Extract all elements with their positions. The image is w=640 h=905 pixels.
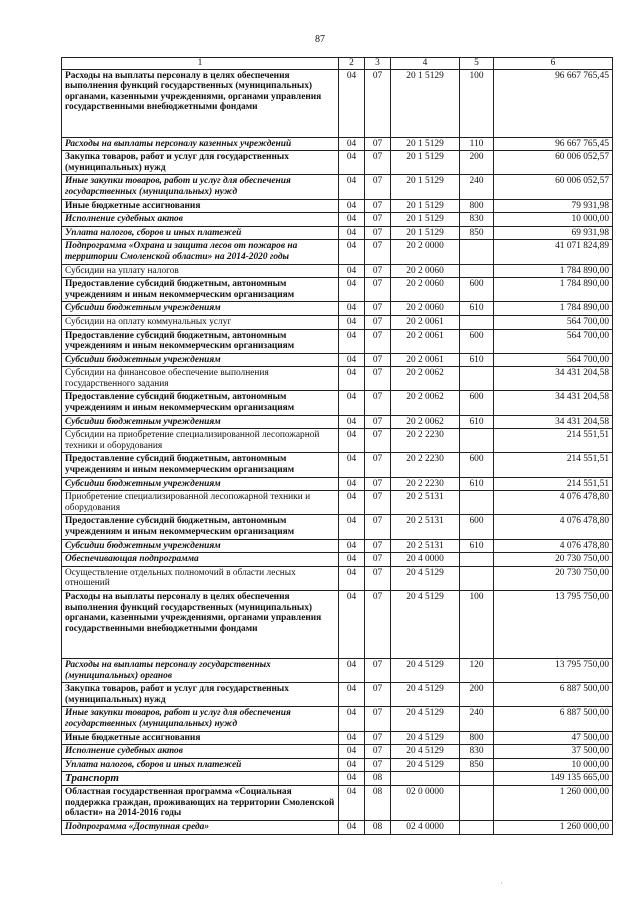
table-row (62, 707, 613, 731)
row-subsection-code: 07 (365, 590, 391, 658)
row-name: Расходы на выплаты персоналу государственных (муниципальных) органов (62, 658, 339, 682)
row-section-code: 04 (339, 302, 365, 316)
header-col-2: 2 (339, 58, 365, 70)
table-row (62, 137, 613, 151)
row-section-code: 04 (339, 515, 365, 539)
row-target-code: 20 2 0000 (391, 240, 460, 264)
row-target-code: 20 4 5129 (391, 731, 460, 745)
row-name: Расходы на выплаты персоналу в целях обеспечения выполнения функций государственных (муниципальных) органами, казенными учреждениями, органами управления государственными внебюджетными фондами (62, 69, 339, 137)
row-section-code: 04 (339, 772, 365, 786)
row-subsection-code: 07 (365, 658, 391, 682)
row-subsection-code: 07 (365, 539, 391, 553)
row-expense-type: 610 (460, 539, 494, 553)
row-name: Исполнение судебных актов (62, 213, 339, 227)
row-subsection-code: 07 (365, 391, 391, 415)
row-subsection-code: 07 (365, 151, 391, 175)
row-target-code: 20 2 0062 (391, 415, 460, 429)
row-section-code: 04 (339, 658, 365, 682)
table-row (62, 151, 613, 175)
row-section-code: 04 (339, 731, 365, 745)
table-row (62, 353, 613, 367)
row-expense-type (460, 553, 494, 567)
row-amount: 214 551,51 (494, 429, 613, 453)
table-row (62, 240, 613, 264)
row-expense-type: 610 (460, 477, 494, 491)
row-amount: 37 500,00 (494, 745, 613, 759)
row-expense-type: 600 (460, 391, 494, 415)
row-amount: 1 260 000,00 (494, 785, 613, 820)
row-amount: 13 795 750,00 (494, 658, 613, 682)
row-subsection-code: 07 (365, 367, 391, 391)
row-name: Подпрограмма «Доступная среда» (62, 820, 339, 834)
row-expense-type (460, 566, 494, 590)
row-target-code: 20 1 5129 (391, 213, 460, 227)
row-amount: 20 730 750,00 (494, 553, 613, 567)
row-target-code: 20 2 0062 (391, 367, 460, 391)
row-amount: 60 006 052,57 (494, 151, 613, 175)
row-expense-type: 610 (460, 415, 494, 429)
row-target-code: 20 2 0060 (391, 264, 460, 278)
row-expense-type: 610 (460, 302, 494, 316)
row-target-code: 20 1 5129 (391, 199, 460, 213)
row-section-code: 04 (339, 745, 365, 759)
row-section-code: 04 (339, 539, 365, 553)
table-row (62, 302, 613, 316)
row-expense-type (460, 315, 494, 329)
row-section-code: 04 (339, 353, 365, 367)
row-expense-type: 610 (460, 353, 494, 367)
row-expense-type (460, 785, 494, 820)
row-name: Подпрограмма «Охрана и защита лесов от пожаров на территории Смоленской области» на 2014-2020 годы (62, 240, 339, 264)
row-amount: 6 887 500,00 (494, 683, 613, 707)
row-name: Иные закупки товаров, работ и услуг для обеспечения государственных (муниципальных) нужд (62, 175, 339, 199)
row-subsection-code: 07 (365, 707, 391, 731)
row-section-code: 04 (339, 278, 365, 302)
row-target-code: 20 2 2230 (391, 429, 460, 453)
row-amount: 41 071 824,89 (494, 240, 613, 264)
table-row (62, 785, 613, 820)
row-section-code: 04 (339, 367, 365, 391)
row-amount: 34 431 204,58 (494, 391, 613, 415)
row-amount: 564 700,00 (494, 329, 613, 353)
row-name: Иные бюджетные ассигнования (62, 199, 339, 213)
table-row (62, 758, 613, 772)
row-subsection-code: 07 (365, 553, 391, 567)
row-section-code: 04 (339, 785, 365, 820)
row-amount: 1 784 890,00 (494, 264, 613, 278)
row-section-code: 04 (339, 226, 365, 240)
row-target-code: 20 1 5129 (391, 69, 460, 137)
row-expense-type: 120 (460, 658, 494, 682)
row-amount: 69 931,98 (494, 226, 613, 240)
header-col-4: 4 (391, 58, 460, 70)
row-expense-type: 100 (460, 590, 494, 658)
row-amount: 60 006 052,57 (494, 175, 613, 199)
row-subsection-code: 08 (365, 820, 391, 834)
row-section-code: 04 (339, 683, 365, 707)
row-section-code: 04 (339, 175, 365, 199)
row-target-code: 02 4 0000 (391, 820, 460, 834)
row-name: Расходы на выплаты персоналу в целях обеспечения выполнения функций государственных (муниципальных) органами, казенными учреждениями, органами управления государственными внебюджетными фондами (62, 590, 339, 658)
row-expense-type: 850 (460, 226, 494, 240)
row-subsection-code: 07 (365, 491, 391, 515)
row-target-code: 20 1 5129 (391, 175, 460, 199)
table-row (62, 553, 613, 567)
row-target-code: 20 4 5129 (391, 707, 460, 731)
row-expense-type (460, 429, 494, 453)
row-expense-type: 600 (460, 278, 494, 302)
row-section-code: 04 (339, 453, 365, 477)
table-row (62, 329, 613, 353)
row-section-code: 04 (339, 137, 365, 151)
row-subsection-code: 07 (365, 278, 391, 302)
row-subsection-code: 07 (365, 213, 391, 227)
row-target-code: 20 2 0060 (391, 278, 460, 302)
row-expense-type: 100 (460, 69, 494, 137)
row-target-code: 20 2 5131 (391, 515, 460, 539)
row-name: Субсидии на оплату коммунальных услуг (62, 315, 339, 329)
row-target-code: 20 2 5131 (391, 491, 460, 515)
row-amount: 79 931,98 (494, 199, 613, 213)
budget-table (61, 57, 613, 835)
row-subsection-code: 07 (365, 137, 391, 151)
row-amount: 96 667 765,45 (494, 69, 613, 137)
table-row (62, 566, 613, 590)
row-section-code: 04 (339, 590, 365, 658)
row-subsection-code: 07 (365, 240, 391, 264)
row-target-code: 20 4 0000 (391, 553, 460, 567)
row-section-code: 04 (339, 69, 365, 137)
row-name: Субсидии бюджетным учреждениям (62, 415, 339, 429)
header-col-3: 3 (365, 58, 391, 70)
row-amount: 96 667 765,45 (494, 137, 613, 151)
row-section-code: 04 (339, 264, 365, 278)
row-target-code: 20 2 5131 (391, 539, 460, 553)
row-subsection-code: 07 (365, 415, 391, 429)
row-subsection-code: 07 (365, 731, 391, 745)
row-section-code: 04 (339, 240, 365, 264)
row-expense-type: 830 (460, 745, 494, 759)
row-target-code: 20 4 5129 (391, 590, 460, 658)
row-target-code: 20 2 0061 (391, 329, 460, 353)
table-row (62, 683, 613, 707)
row-section-code: 04 (339, 151, 365, 175)
row-target-code: 20 2 0062 (391, 391, 460, 415)
row-name: Исполнение судебных актов (62, 745, 339, 759)
table-row (62, 590, 613, 658)
row-subsection-code: 07 (365, 758, 391, 772)
page-number: 87 (315, 34, 325, 45)
row-amount: 6 887 500,00 (494, 707, 613, 731)
table-row (62, 264, 613, 278)
row-section-code: 04 (339, 415, 365, 429)
row-subsection-code: 07 (365, 453, 391, 477)
row-subsection-code: 07 (365, 477, 391, 491)
row-amount: 214 551,51 (494, 453, 613, 477)
row-target-code: 20 1 5129 (391, 226, 460, 240)
row-subsection-code: 07 (365, 315, 391, 329)
row-section-code: 04 (339, 820, 365, 834)
row-expense-type: 830 (460, 213, 494, 227)
row-amount: 34 431 204,58 (494, 415, 613, 429)
table-row (62, 226, 613, 240)
row-name: Субсидии бюджетным учреждениям (62, 302, 339, 316)
row-expense-type (460, 491, 494, 515)
row-target-code: 20 4 5129 (391, 566, 460, 590)
row-subsection-code: 08 (365, 785, 391, 820)
row-subsection-code: 07 (365, 353, 391, 367)
header-col-6: 6 (494, 58, 613, 70)
row-target-code: 20 1 5129 (391, 151, 460, 175)
table-row (62, 658, 613, 682)
row-amount: 1 784 890,00 (494, 302, 613, 316)
row-expense-type: 110 (460, 137, 494, 151)
row-subsection-code: 07 (365, 329, 391, 353)
row-subsection-code: 07 (365, 745, 391, 759)
table-row (62, 367, 613, 391)
row-expense-type (460, 367, 494, 391)
row-target-code: 20 4 5129 (391, 745, 460, 759)
row-target-code: 20 2 0061 (391, 315, 460, 329)
row-target-code: 02 0 0000 (391, 785, 460, 820)
row-name: Субсидии бюджетным учреждениям (62, 477, 339, 491)
row-subsection-code: 08 (365, 772, 391, 786)
table-row (62, 278, 613, 302)
row-name: Транспорт (62, 772, 339, 786)
row-name: Предоставление субсидий бюджетным, автономным учреждениям и иным некоммерческим организациям (62, 453, 339, 477)
row-name: Областная государственная программа «Социальная поддержка граждан, проживающих на территории Смоленской области» на 2014-2016 годы (62, 785, 339, 820)
row-name: Иные закупки товаров, работ и услуг для обеспечения государственных (муниципальных) нужд (62, 707, 339, 731)
row-subsection-code: 07 (365, 429, 391, 453)
header-col-5: 5 (460, 58, 494, 70)
table-row (62, 745, 613, 759)
row-section-code: 04 (339, 429, 365, 453)
row-section-code: 04 (339, 315, 365, 329)
row-name: Субсидии на уплату налогов (62, 264, 339, 278)
table-row (62, 453, 613, 477)
row-expense-type: 600 (460, 515, 494, 539)
row-amount: 4 076 478,80 (494, 539, 613, 553)
row-expense-type: 800 (460, 731, 494, 745)
table-row (62, 772, 613, 786)
row-amount: 4 076 478,80 (494, 515, 613, 539)
table-row (62, 315, 613, 329)
row-target-code: 20 2 2230 (391, 453, 460, 477)
table-body (62, 69, 613, 834)
row-subsection-code: 07 (365, 683, 391, 707)
row-target-code: 20 2 0061 (391, 353, 460, 367)
row-name: Предоставление субсидий бюджетным, автономным учреждениям и иным некоммерческим организациям (62, 329, 339, 353)
row-amount: 4 076 478,80 (494, 491, 613, 515)
row-name: Предоставление субсидий бюджетным, автономным учреждениям и иным некоммерческим организациям (62, 391, 339, 415)
table-row (62, 820, 613, 834)
row-section-code: 04 (339, 758, 365, 772)
row-name: Предоставление субсидий бюджетным, автономным учреждениям и иным некоммерческим организациям (62, 515, 339, 539)
row-name: Субсидии на приобретение специализированной лесопожарной техники и оборудования (62, 429, 339, 453)
row-amount: 10 000,00 (494, 213, 613, 227)
row-target-code: 20 2 0060 (391, 302, 460, 316)
row-amount: 10 000,00 (494, 758, 613, 772)
row-expense-type (460, 772, 494, 786)
row-amount: 214 551,51 (494, 477, 613, 491)
row-target-code: 20 2 2230 (391, 477, 460, 491)
row-section-code: 04 (339, 213, 365, 227)
row-amount: 564 700,00 (494, 315, 613, 329)
table-row (62, 391, 613, 415)
table-row (62, 199, 613, 213)
header-col-1: 1 (62, 58, 339, 70)
row-section-code: 04 (339, 477, 365, 491)
row-section-code: 04 (339, 707, 365, 731)
row-name: Уплата налогов, сборов и иных платежей (62, 226, 339, 240)
row-expense-type: 240 (460, 175, 494, 199)
row-expense-type: 240 (460, 707, 494, 731)
row-section-code: 04 (339, 391, 365, 415)
table-row (62, 477, 613, 491)
row-name: Закупка товаров, работ и услуг для государственных (муниципальных) нужд (62, 683, 339, 707)
row-name: Осуществление отдельных полномочий в области лесных отношений (62, 566, 339, 590)
row-amount: 1 784 890,00 (494, 278, 613, 302)
table-row (62, 175, 613, 199)
row-name: Обеспечивающая подпрограмма (62, 553, 339, 567)
row-amount: 13 795 750,00 (494, 590, 613, 658)
row-subsection-code: 07 (365, 226, 391, 240)
row-expense-type (460, 240, 494, 264)
row-expense-type (460, 264, 494, 278)
row-amount: 1 260 000,00 (494, 820, 613, 834)
row-subsection-code: 07 (365, 69, 391, 137)
row-amount: 564 700,00 (494, 353, 613, 367)
table-row (62, 213, 613, 227)
row-subsection-code: 07 (365, 264, 391, 278)
row-target-code: 20 4 5129 (391, 658, 460, 682)
row-section-code: 04 (339, 329, 365, 353)
table-row (62, 539, 613, 553)
row-expense-type: 800 (460, 199, 494, 213)
row-expense-type: 600 (460, 453, 494, 477)
row-amount: 47 500,00 (494, 731, 613, 745)
row-name: Приобретение специализированной лесопожарной техники и оборудования (62, 491, 339, 515)
row-expense-type: 200 (460, 151, 494, 175)
row-section-code: 04 (339, 566, 365, 590)
table-row (62, 429, 613, 453)
table-row (62, 731, 613, 745)
table-row (62, 69, 613, 137)
row-expense-type: 200 (460, 683, 494, 707)
row-name: Субсидии бюджетным учреждениям (62, 539, 339, 553)
row-subsection-code: 07 (365, 175, 391, 199)
table-row (62, 415, 613, 429)
row-name: Закупка товаров, работ и услуг для государственных (муниципальных) нужд (62, 151, 339, 175)
row-expense-type (460, 820, 494, 834)
row-section-code: 04 (339, 553, 365, 567)
row-subsection-code: 07 (365, 302, 391, 316)
row-amount: 20 730 750,00 (494, 566, 613, 590)
row-target-code: 20 4 5129 (391, 758, 460, 772)
row-name: Предоставление субсидий бюджетным, автономным учреждениям и иным некоммерческим организациям (62, 278, 339, 302)
row-target-code (391, 772, 460, 786)
row-target-code: 20 4 5129 (391, 683, 460, 707)
row-subsection-code: 07 (365, 515, 391, 539)
row-expense-type: 850 (460, 758, 494, 772)
row-section-code: 04 (339, 199, 365, 213)
row-target-code: 20 1 5129 (391, 137, 460, 151)
row-name: Иные бюджетные ассигнования (62, 731, 339, 745)
row-amount: 34 431 204,58 (494, 367, 613, 391)
table-row (62, 491, 613, 515)
row-section-code: 04 (339, 491, 365, 515)
table-header-row (62, 58, 613, 70)
row-name: Субсидии на финансовое обеспечение выполнения государственного задания (62, 367, 339, 391)
row-name: Субсидии бюджетным учреждениям (62, 353, 339, 367)
table-row (62, 515, 613, 539)
row-subsection-code: 07 (365, 199, 391, 213)
scan-mark: · (500, 878, 503, 888)
row-amount: 149 135 665,00 (494, 772, 613, 786)
row-name: Уплата налогов, сборов и иных платежей (62, 758, 339, 772)
row-expense-type: 600 (460, 329, 494, 353)
row-name: Расходы на выплаты персоналу казенных учреждений (62, 137, 339, 151)
row-subsection-code: 07 (365, 566, 391, 590)
